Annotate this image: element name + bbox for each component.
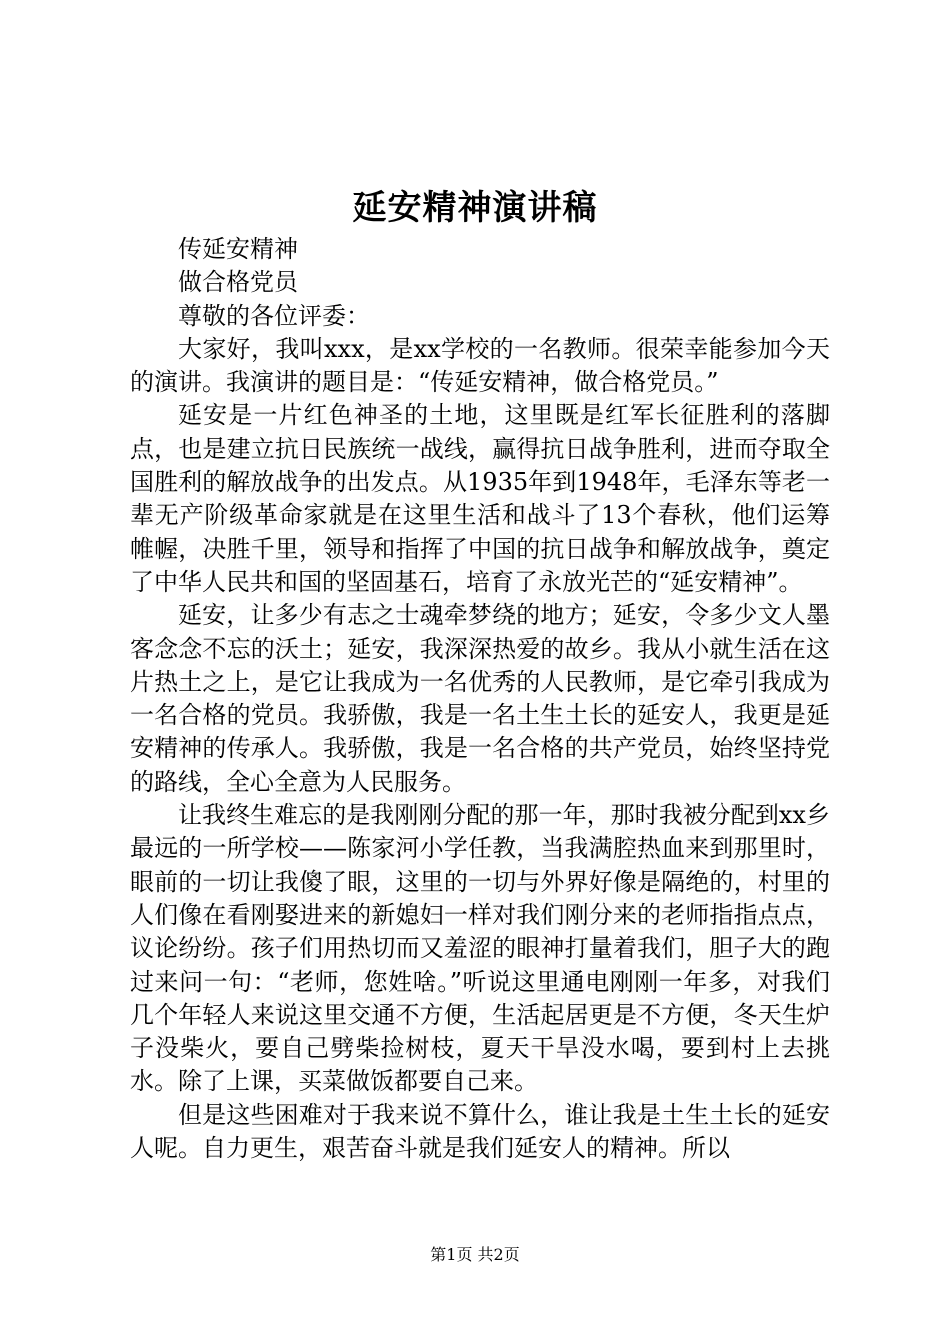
paragraph-subtitle-2: 做合格党员 — [178, 268, 298, 297]
paragraph-salutation: 尊敬的各位评委： — [178, 301, 370, 330]
paragraph-subtitle-1: 传延安精神 — [178, 235, 298, 263]
paragraph-yanan-pride: 延安，让多少有志之士魂牵梦绕的地方；延安，令多少文人墨客念念不忘的沃土；延安，我深深热爱的故乡。我从小就生活在这片热土之上，是它让我成为一名优秀的人民教师，是它牵引我成为一名合格的党员。我骄傲，我是一名土生土长的延安人，我更是延安精神的传承人。我骄傲，我是一名合格的共产党员，始终坚持党的路线，全心全意为人民服务。 — [130, 601, 830, 796]
document-body — [130, 233, 830, 1165]
paragraph-introduction: 大家好，我叫xxx，是xx学校的一名教师。很荣幸能参加今天的演讲。我演讲的题目是：“传延安精神，做合格党员。” — [130, 334, 830, 397]
paragraph-difficulties: 但是这些困难对于我来说不算什么，谁让我是土生土长的延安人呢。自力更生，艰苦奋斗就是我们延安人的精神。所以 — [130, 1100, 830, 1163]
page-footer: 第1页 共2页 — [430, 1245, 520, 1264]
paragraph-yanan-history: 延安是一片红色神圣的土地，这里既是红军长征胜利的落脚点，也是建立抗日民族统一战线，赢得抗日战争胜利，进而夺取全国胜利的解放战争的出发点。从1935年到1948年，毛泽东等老一辈无产阶级革命家就是在这里生活和战斗了13个春秋，他们运筹帷幄，决胜千里，领导和指挥了中国的抗日战争和解放战争，奠定了中华人民共和国的坚固基石，培育了永放光芒的“延安精神”。 — [130, 401, 830, 596]
paragraph-first-year: 让我终生难忘的是我刚刚分配的那一年，那时我被分配到xx乡最远的一所学校——陈家河小学任教，当我满腔热血来到那里时，眼前的一切让我傻了眼，这里的一切与外界好像是隔绝的，村里的人们像在看刚娶进来的新媳妇一样对我们刚分来的老师指指点点，议论纷纷。孩子们用热切而又羞涩的眼神打量着我们，胆子大的跑过来问一句：“老师，您姓啥。”听说这里通电刚刚一年多，对我们几个年轻人来说这里交通不方便，生活起居更是不方便，冬天生炉子没柴火，要自己劈柴捡树枝，夏天干旱没水喝，要到村上去挑水。除了上课，买菜做饭都要自己来。 — [130, 801, 830, 1096]
document-title: 延安精神演讲稿 — [352, 188, 598, 228]
